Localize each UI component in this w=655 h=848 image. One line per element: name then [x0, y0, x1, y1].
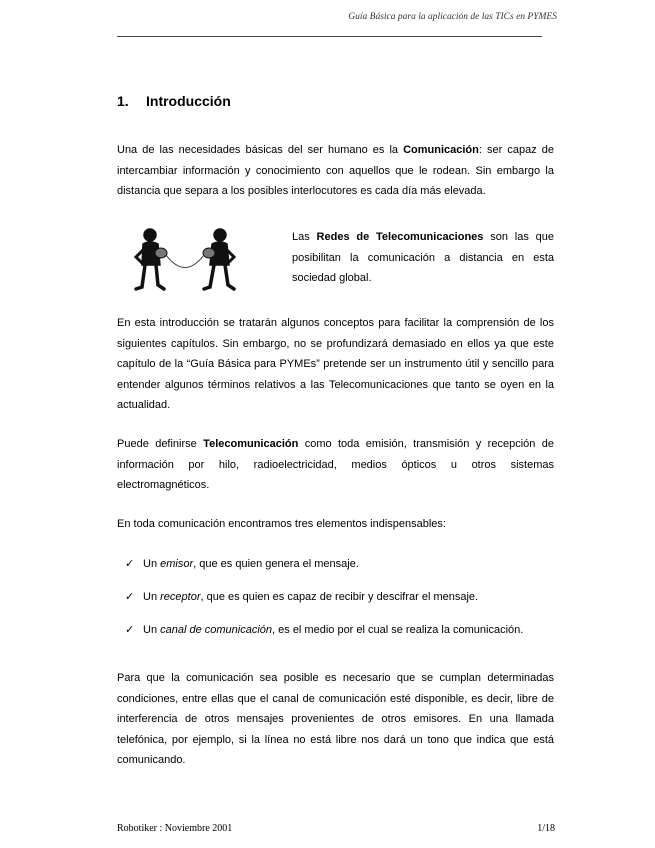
p2-bold-term: Redes de Telecomunicaciones	[316, 231, 484, 243]
p4-bold-term: Telecomunicación	[203, 438, 299, 450]
checkmark-icon: ✓	[125, 624, 135, 636]
paragraph-comunicacion	[117, 140, 554, 202]
footer-page-number: 1/18	[537, 823, 555, 834]
section-heading	[117, 93, 231, 109]
p4-text-start: Puede definirse	[117, 438, 204, 450]
footer-author-date: Robotiker : Noviembre 2001	[117, 823, 233, 834]
checkmark-icon: ✓	[125, 558, 135, 570]
paragraph-telecomunicacion	[117, 434, 554, 496]
paragraph-condiciones: Para que la comunicación sea posible es necesario que se cumplan determinadas condiciones, entre ellas que el canal de comunicación esté disponible, es decir, libre de interferencia de otros mensajes provenientes de otros emisores. En una llamada telefónica, por ejemplo, si la línea no está libre nos dará un tono que indica que está comunicando.	[117, 672, 554, 766]
bullet-term: canal de comunicación	[160, 624, 273, 636]
bullet-text: , que es quien genera el mensaje.	[193, 558, 359, 570]
list-item-canal	[125, 620, 523, 640]
bullet-text: , es el medio por el cual se realiza la comunicación.	[272, 624, 524, 636]
list-item-receptor	[125, 587, 478, 607]
list-item-emisor	[125, 554, 359, 574]
bullet-prefix: Un	[143, 624, 161, 636]
p2-text-start: Las	[292, 231, 317, 243]
checkmark-icon: ✓	[125, 591, 135, 603]
bullet-prefix: Un	[143, 558, 161, 570]
section-title: Introducción	[146, 93, 231, 109]
bullet-term: emisor	[160, 558, 194, 570]
section-number: 1.	[117, 93, 129, 109]
p4-text-end: como toda emisión, transmisión y recepción de información por hilo, radioelectricidad, medios ópticos u otros sistemas electromagnéticos.	[117, 438, 554, 491]
header-rule	[117, 36, 542, 37]
paragraph-elementos: En toda comunicación encontramos tres elementos indispensables:	[117, 518, 446, 530]
p2-text-end: son las que posibilitan la comunicación a distancia en esta sociedad global.	[292, 231, 554, 284]
p1-text-end: : ser capaz de intercambiar información y conocimiento con aquellos que le rodean. Sin embargo la distancia que separa a los posibles interlocutores es cada día más elevada.	[117, 144, 554, 197]
tin-can-telephone-figures-icon	[128, 225, 244, 295]
bullet-term: receptor	[160, 591, 201, 603]
paragraph-introduccion: En esta introducción se tratarán algunos conceptos para facilitar la comprensión de los siguientes capítulos. Sin embargo, no se profundizará demasiado en ellos ya que este capítulo de la “Guía Básica para PYMEs” pretende ser un instrumento útil y sencillo para entender algunos términos relativos a las Telecomunicaciones que tanto se oyen en la actualidad.	[117, 317, 554, 411]
running-header-title: Guía Básica para la aplicación de las TICs en PYMES	[348, 12, 557, 22]
p1-text-start: Una de las necesidades básicas del ser humano es la	[117, 144, 404, 156]
p1-bold-term: Comunicación	[403, 144, 479, 156]
paragraph-redes	[292, 227, 554, 289]
bullet-text: , que es quien es capaz de recibir y descifrar el mensaje.	[200, 591, 479, 603]
bullet-prefix: Un	[143, 591, 161, 603]
